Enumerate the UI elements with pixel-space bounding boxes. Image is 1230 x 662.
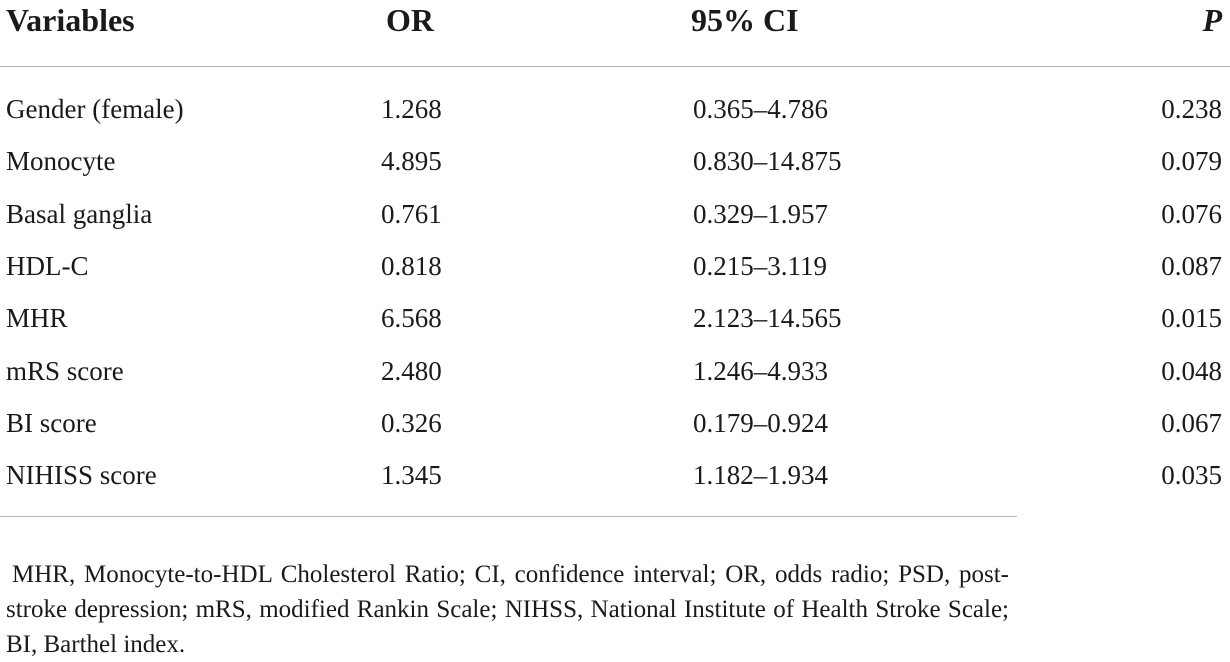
table-row	[0, 240, 1230, 292]
cell-variable: mRS score	[6, 355, 124, 386]
header-ci: 95% CI	[691, 2, 799, 38]
cell-or: 1.268	[381, 94, 442, 125]
cell-or: 0.326	[381, 407, 442, 438]
cell-ci: 0.365–4.786	[693, 94, 828, 125]
cell-or: 2.480	[381, 355, 442, 386]
cell-p: 0.087	[1161, 251, 1222, 282]
cell-variable: Monocyte	[6, 146, 116, 177]
table-row	[0, 449, 1230, 501]
header-p: P	[1202, 2, 1222, 38]
cell-or: 0.818	[381, 251, 442, 282]
table-footnote: MHR, Monocyte-to-HDL Cholesterol Ratio; CI, confidence interval; OR, odds radio; PSD, post-stroke depression; mRS, modified Rankin Scale; NIHSS, National Institute of Health Stroke Scale; BI, Barthel index.	[6, 561, 1009, 658]
cell-p: 0.076	[1161, 198, 1222, 229]
cell-p: 0.035	[1161, 460, 1222, 491]
table-header	[0, 0, 1230, 44]
cell-p: 0.238	[1161, 94, 1222, 125]
cell-variable: MHR	[6, 303, 68, 334]
cell-ci: 1.246–4.933	[693, 355, 828, 386]
table-row	[0, 188, 1230, 240]
cell-variable: Basal ganglia	[6, 198, 153, 229]
table-body	[0, 83, 1230, 501]
cell-p: 0.048	[1161, 355, 1222, 386]
table-row	[0, 344, 1230, 396]
table-row	[0, 292, 1230, 344]
cell-p: 0.067	[1161, 407, 1222, 438]
table-row	[0, 397, 1230, 449]
body-top-padding	[0, 67, 1230, 83]
table-row	[0, 135, 1230, 187]
cell-or: 1.345	[381, 460, 442, 491]
cell-or: 0.761	[381, 198, 442, 229]
footer-divider	[0, 516, 1017, 517]
header-spacer	[0, 44, 1230, 67]
cell-ci: 0.830–14.875	[693, 146, 842, 177]
cell-variable: Gender (female)	[6, 94, 184, 125]
cell-or: 4.895	[381, 146, 442, 177]
header-row	[0, 0, 1230, 44]
header-or: OR	[386, 2, 434, 38]
cell-p: 0.079	[1161, 146, 1222, 177]
cell-ci: 2.123–14.565	[693, 303, 842, 334]
header-variables: Variables	[6, 2, 135, 38]
cell-or: 6.568	[381, 303, 442, 334]
table-rule-group	[0, 44, 1230, 83]
cell-ci: 0.215–3.119	[693, 251, 827, 282]
cell-ci: 0.179–0.924	[693, 407, 828, 438]
cell-ci: 0.329–1.957	[693, 198, 828, 229]
cell-variable: NIHISS score	[6, 460, 157, 491]
cell-ci: 1.182–1.934	[693, 460, 828, 491]
cell-p: 0.015	[1161, 303, 1222, 334]
cell-variable: HDL-C	[6, 251, 89, 282]
table-row	[0, 83, 1230, 135]
cell-variable: BI score	[6, 407, 97, 438]
